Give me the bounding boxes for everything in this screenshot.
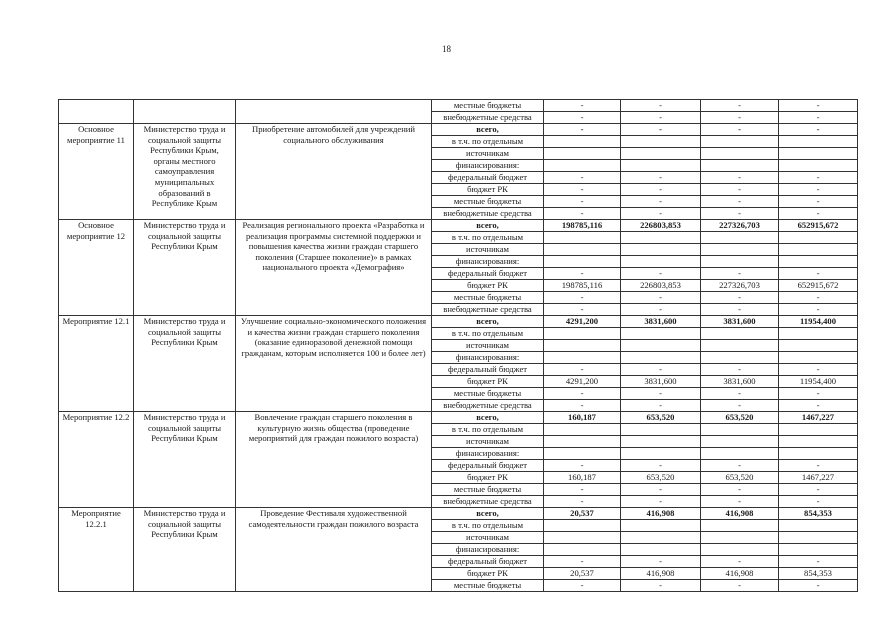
value-col-1: 160,187 [544,412,621,424]
measure-code: Основное мероприятие 11 [59,124,134,220]
source-cell: всего, [432,124,544,136]
value-col-total: - [779,556,858,568]
value-col-2: 416,908 [621,508,701,520]
value-col-total: - [779,292,858,304]
value-col-3: - [701,580,779,592]
source-cell: местные бюджеты [432,388,544,400]
value-col-1: - [544,484,621,496]
value-col-3: - [701,112,779,124]
value-col-2: - [621,388,701,400]
table-row [59,220,858,232]
value-col-total: - [779,196,858,208]
value-col-1 [544,532,621,544]
source-cell: источникам [432,148,544,160]
value-col-1: 20,537 [544,508,621,520]
table-row [59,124,858,136]
source-cell: внебюджетные средства [432,496,544,508]
value-col-3 [701,520,779,532]
value-col-3: - [701,388,779,400]
source-cell: всего, [432,508,544,520]
value-col-total: - [779,304,858,316]
value-col-3: 653,520 [701,412,779,424]
measure-code: Мероприятие 12.2 [59,412,134,508]
value-col-3: - [701,184,779,196]
value-col-1 [544,340,621,352]
value-col-1 [544,328,621,340]
value-col-1: - [544,304,621,316]
value-col-2: 3831,600 [621,376,701,388]
value-col-2 [621,244,701,256]
measure-executor: Министерство труда и социальной защиты Республики Крым [134,316,236,412]
value-col-total [779,148,858,160]
value-col-3: - [701,172,779,184]
measure-description: Вовлечение граждан старшего поколения в культурную жизнь общества (проведение мероприятий для граждан пожилого возраста) [236,412,432,508]
source-cell: в т.ч. по отдельным [432,232,544,244]
source-cell: в т.ч. по отдельным [432,520,544,532]
source-cell: местные бюджеты [432,580,544,592]
source-cell: бюджет РК [432,568,544,580]
value-col-3: - [701,292,779,304]
value-col-total [779,340,858,352]
value-col-1 [544,160,621,172]
value-col-total: - [779,484,858,496]
value-col-2: - [621,100,701,112]
source-cell: источникам [432,532,544,544]
value-col-1 [544,520,621,532]
value-col-2 [621,328,701,340]
value-col-2 [621,148,701,160]
value-col-total [779,136,858,148]
source-cell: бюджет РК [432,472,544,484]
source-cell: федеральный бюджет [432,172,544,184]
measure-code: Основное мероприятие 12 [59,220,134,316]
source-cell: бюджет РК [432,184,544,196]
value-col-2 [621,340,701,352]
value-col-2 [621,520,701,532]
value-col-2: - [621,268,701,280]
value-col-2: - [621,304,701,316]
source-cell: внебюджетные средства [432,208,544,220]
value-col-1 [544,448,621,460]
value-col-total [779,244,858,256]
table-row [59,316,858,328]
table-row [59,412,858,424]
value-col-total [779,436,858,448]
value-col-total: - [779,100,858,112]
value-col-1 [544,352,621,364]
value-col-total: 854,353 [779,568,858,580]
source-cell: финансирования: [432,448,544,460]
value-col-total: 652915,672 [779,220,858,232]
source-cell: федеральный бюджет [432,364,544,376]
value-col-3: 653,520 [701,472,779,484]
value-col-2: - [621,580,701,592]
value-col-1: - [544,388,621,400]
value-col-total: - [779,112,858,124]
value-col-1: - [544,208,621,220]
value-col-1 [544,148,621,160]
value-col-2 [621,436,701,448]
value-col-total [779,232,858,244]
executor-cell [134,100,236,124]
value-col-1: - [544,124,621,136]
value-col-2 [621,448,701,460]
measure-description: Проведение Фестиваля художественной самодеятельности граждан пожилого возраста [236,508,432,592]
source-cell: внебюджетные средства [432,400,544,412]
value-col-3 [701,340,779,352]
source-cell: всего, [432,220,544,232]
value-col-total: - [779,172,858,184]
value-col-2: - [621,112,701,124]
value-col-total: 11954,400 [779,376,858,388]
source-cell: местные бюджеты [432,100,544,112]
source-cell: местные бюджеты [432,484,544,496]
value-col-3 [701,544,779,556]
value-col-3: 3831,600 [701,316,779,328]
value-col-1: 198785,116 [544,220,621,232]
value-col-2: - [621,460,701,472]
code-cell [59,100,134,124]
source-cell: всего, [432,316,544,328]
value-col-total: - [779,496,858,508]
source-cell: финансирования: [432,544,544,556]
value-col-1: - [544,196,621,208]
value-col-2: 226803,853 [621,280,701,292]
measure-executor: Министерство труда и социальной защиты Республики Крым [134,412,236,508]
value-col-1: - [544,364,621,376]
source-cell: в т.ч. по отдельным [432,136,544,148]
value-col-1: 4291,200 [544,376,621,388]
value-col-total [779,520,858,532]
value-col-2 [621,544,701,556]
value-col-1: - [544,460,621,472]
value-col-2: - [621,124,701,136]
measure-description: Реализация регионального проекта «Разработка и реализация программы системной поддержки и повышения качества жизни граждан старшего поколения (Старшее поколение)» в рамках национального проекта «Демография» [236,220,432,316]
value-col-2: 416,908 [621,568,701,580]
measure-description: Улучшение социально-экономического положения и качества жизни граждан старшего поколения (оказание единоразовой денежной помощи гражданам, которым исполняется 100 и более лет) [236,316,432,412]
measure-executor: Министерство труда и социальной защиты Республики Крым, органы местного самоуправления муниципальных образований в Республике Крым [134,124,236,220]
value-col-3: 416,908 [701,508,779,520]
value-col-total: 1467,227 [779,472,858,484]
value-col-1: - [544,172,621,184]
value-col-1: - [544,100,621,112]
value-col-3 [701,244,779,256]
value-col-2 [621,256,701,268]
value-col-2 [621,352,701,364]
value-col-2: - [621,496,701,508]
source-cell: всего, [432,412,544,424]
source-cell: федеральный бюджет [432,460,544,472]
value-col-3 [701,424,779,436]
value-col-3: - [701,208,779,220]
source-cell: финансирования: [432,160,544,172]
value-col-1: 198785,116 [544,280,621,292]
value-col-total: 854,353 [779,508,858,520]
source-cell: федеральный бюджет [432,556,544,568]
value-col-total: - [779,268,858,280]
value-col-3: - [701,484,779,496]
value-col-2 [621,136,701,148]
value-col-3: - [701,556,779,568]
value-col-2: - [621,292,701,304]
value-col-3 [701,256,779,268]
value-col-3: - [701,196,779,208]
value-col-1 [544,136,621,148]
value-col-total: - [779,184,858,196]
value-col-1: - [544,556,621,568]
value-col-1 [544,244,621,256]
value-col-2 [621,424,701,436]
value-col-total: - [779,460,858,472]
budget-table [58,99,858,592]
value-col-total: - [779,400,858,412]
value-col-2 [621,232,701,244]
value-col-total: 652915,672 [779,280,858,292]
source-cell: местные бюджеты [432,196,544,208]
measure-code: Мероприятие 12.2.1 [59,508,134,592]
value-col-1: - [544,184,621,196]
value-col-3: 3831,600 [701,376,779,388]
value-col-1 [544,544,621,556]
value-col-3 [701,532,779,544]
value-col-total: - [779,580,858,592]
value-col-total [779,448,858,460]
value-col-1: - [544,580,621,592]
value-col-2 [621,532,701,544]
value-col-1 [544,232,621,244]
value-col-total: - [779,388,858,400]
value-col-total [779,256,858,268]
value-col-3 [701,136,779,148]
value-col-1: 4291,200 [544,316,621,328]
table-row [59,508,858,520]
value-col-3 [701,352,779,364]
value-col-total [779,424,858,436]
source-cell: внебюджетные средства [432,112,544,124]
page-number: 18 [442,44,451,54]
value-col-2: 226803,853 [621,220,701,232]
value-col-2 [621,160,701,172]
value-col-total [779,160,858,172]
value-col-1: - [544,496,621,508]
value-col-total [779,544,858,556]
value-col-2: 653,520 [621,472,701,484]
value-col-3: - [701,304,779,316]
value-col-2: - [621,484,701,496]
source-cell: источникам [432,340,544,352]
value-col-1 [544,256,621,268]
source-cell: финансирования: [432,352,544,364]
value-col-3: - [701,460,779,472]
value-col-1: - [544,268,621,280]
value-col-3: - [701,496,779,508]
value-col-3 [701,328,779,340]
value-col-total: 1467,227 [779,412,858,424]
value-col-total: - [779,124,858,136]
value-col-total [779,532,858,544]
value-col-2: - [621,556,701,568]
value-col-2: - [621,196,701,208]
value-col-1: - [544,292,621,304]
table-row [59,100,858,112]
value-col-2: - [621,400,701,412]
measure-executor: Министерство труда и социальной защиты Республики Крым [134,508,236,592]
source-cell: в т.ч. по отдельным [432,328,544,340]
source-cell: в т.ч. по отдельным [432,424,544,436]
source-cell: источникам [432,436,544,448]
value-col-1: - [544,400,621,412]
value-col-3 [701,448,779,460]
value-col-3: 416,908 [701,568,779,580]
value-col-2: 653,520 [621,412,701,424]
value-col-3: 227326,703 [701,280,779,292]
value-col-1: 160,187 [544,472,621,484]
value-col-3: - [701,364,779,376]
value-col-3: - [701,268,779,280]
value-col-total: - [779,364,858,376]
value-col-1: 20,537 [544,568,621,580]
value-col-3 [701,148,779,160]
value-col-3 [701,160,779,172]
measure-code: Мероприятие 12.1 [59,316,134,412]
value-col-total [779,352,858,364]
value-col-1 [544,424,621,436]
source-cell: финансирования: [432,256,544,268]
value-col-3: - [701,124,779,136]
value-col-3 [701,436,779,448]
value-col-2: 3831,600 [621,316,701,328]
value-col-total: - [779,208,858,220]
value-col-3 [701,232,779,244]
source-cell: источникам [432,244,544,256]
value-col-total [779,328,858,340]
value-col-1: - [544,112,621,124]
source-cell: федеральный бюджет [432,268,544,280]
value-col-2: - [621,184,701,196]
value-col-2: - [621,172,701,184]
event-cell [236,100,432,124]
source-cell: бюджет РК [432,376,544,388]
measure-executor: Министерство труда и социальной защиты Республики Крым [134,220,236,316]
value-col-2: - [621,364,701,376]
measure-description: Приобретение автомобилей для учреждений социального обслуживания [236,124,432,220]
value-col-3: 227326,703 [701,220,779,232]
source-cell: внебюджетные средства [432,304,544,316]
value-col-1 [544,436,621,448]
value-col-3: - [701,400,779,412]
value-col-total: 11954,400 [779,316,858,328]
source-cell: местные бюджеты [432,292,544,304]
value-col-3: - [701,100,779,112]
source-cell: бюджет РК [432,280,544,292]
value-col-2: - [621,208,701,220]
